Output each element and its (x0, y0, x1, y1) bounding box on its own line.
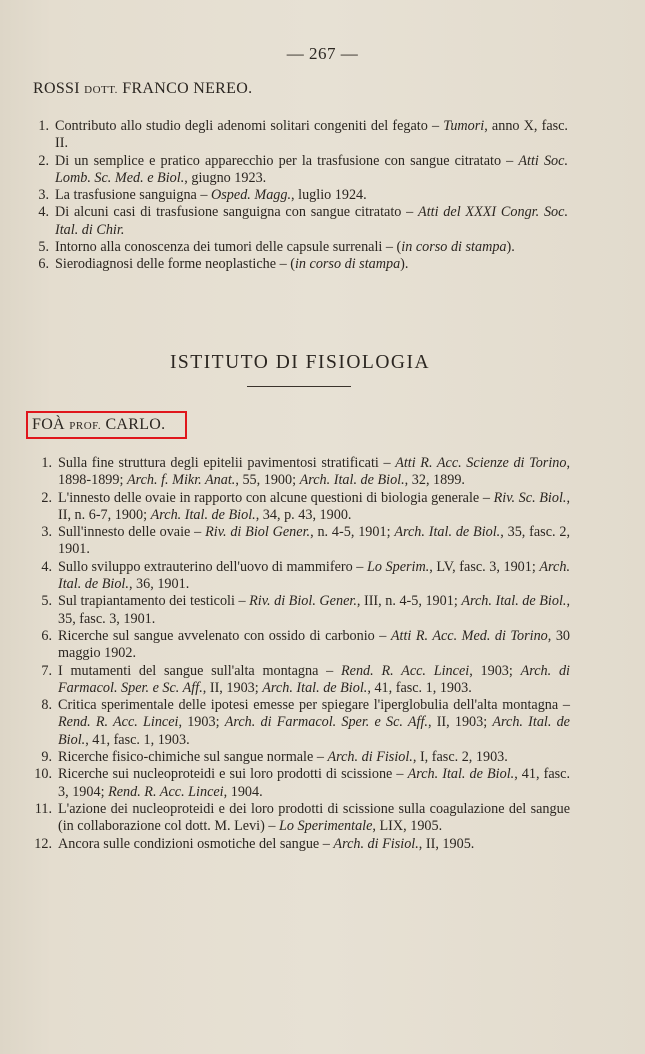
item-text-italic: Arch. Ital. de Biol. (394, 524, 501, 541)
item-text-plain: L'azione dei nucleoproteidi e dei loro prodotti di scissione sulla coagulazione del sangue (in collaborazione col dott. M. Levi) – (58, 800, 570, 835)
item-text-plain: ). (400, 256, 409, 273)
item-text-plain: , 34, p. 43, 1900. (255, 506, 352, 523)
item-text-plain: , 1904. (223, 783, 263, 800)
item-text (58, 663, 570, 698)
item-text-italic: Arch. di Fisiol. (333, 835, 419, 852)
item-text-italic: Atti R. Acc. Med. di Torino (390, 627, 548, 644)
author-title: DOTT. (84, 84, 118, 96)
item-text-plain: , 55, 1900; (235, 472, 300, 489)
item-text-italic: Arch. Ital. de Biol. (407, 766, 515, 783)
item-text-plain: Ancora sulle condizioni osmotiche del sangue – (58, 835, 334, 852)
item-text-plain: Intorno alla conoscenza dei tumori delle capsule surrenali – ( (55, 239, 402, 256)
item-text-plain: Ricerche sul sangue avvelenato con ossido di carbonio – (58, 627, 391, 644)
item-number: 1. (41, 455, 52, 471)
item-text-plain: , I, fasc. 2, 1903. (412, 749, 508, 766)
item-text (58, 766, 570, 801)
item-number: 3. (38, 187, 49, 204)
item-number: 10. (34, 766, 52, 783)
item-number: 3. (41, 524, 52, 541)
item-text-plain: Sull'innesto delle ovaie – (58, 524, 206, 541)
item-text-italic: Riv. Sc. Biol. (493, 489, 567, 506)
item-number: 1. (38, 118, 49, 134)
item-text-plain: Critica sperimentale delle ipotesi emesse per spiegare l'iperglobulia dell'alta montagna – (58, 697, 570, 714)
item-text-italic: Tumori (443, 118, 485, 134)
item-text-plain: , II, 1903; (427, 714, 493, 731)
item-number: 12. (34, 835, 52, 852)
item-text-plain: , II, 1903; (202, 679, 263, 696)
item-text-plain: , 32, 1899. (404, 472, 465, 489)
item-text-italic: Lo Sperimentale (279, 818, 373, 835)
item-text-italic: Riv. di Biol. Gener. (249, 593, 357, 610)
item-text (58, 697, 570, 749)
list-item (30, 766, 570, 801)
item-text-plain: , 36, 1901. (128, 576, 190, 593)
item-text-plain: La trasfusione sanguigna – (55, 187, 212, 204)
item-text-plain: L'innesto delle ovaie in rapporto con alcune questioni di biologia generale – (58, 489, 494, 506)
item-text-italic: Arch. Ital. de Biol. (299, 472, 405, 489)
item-text (55, 239, 568, 256)
list-item (33, 153, 568, 188)
item-text-italic: Arch. di Fisiol. (327, 749, 413, 766)
item-text-plain: Ricerche sui nucleoproteidi e sui loro prodotti di scissione – (58, 766, 408, 783)
item-text (55, 256, 568, 273)
author-title: PROF. (69, 420, 102, 432)
item-text-plain: , 41, fasc. 3, 1904; (58, 766, 570, 800)
item-text-italic: Rend. R. Acc. Lincei (58, 714, 179, 731)
item-number: 5. (38, 239, 49, 256)
item-text-plain: Sierodiagnosi delle forme neoplastiche – ( (55, 256, 295, 273)
item-text (58, 628, 570, 663)
list-item (30, 593, 570, 628)
list-item (33, 204, 568, 239)
item-number: 9. (41, 749, 52, 766)
item-text (58, 749, 570, 766)
item-number: 8. (41, 697, 52, 714)
item-text (55, 187, 568, 204)
item-text-italic: Atti Soc. Lomb. Sc. Med. e Biol. (55, 152, 568, 186)
item-text-plain: ). (506, 239, 515, 256)
item-text-italic: Arch. Ital. de Biol. (58, 558, 570, 593)
author-surname: ROSSI (33, 80, 80, 97)
list-item (30, 836, 570, 853)
item-text-italic: Lo Sperim. (366, 558, 430, 575)
item-number: 4. (38, 204, 49, 221)
section-divider (247, 386, 351, 387)
list-item (30, 559, 570, 594)
page-number: — 267 — (286, 44, 359, 63)
author-surname: FOÀ (32, 416, 65, 433)
item-text (58, 490, 570, 525)
item-text-italic: in corso di stampa (294, 256, 401, 273)
item-text-italic: Atti del XXXI Congr. Soc. Ital. di Chir. (55, 204, 568, 238)
item-text-plain: Di alcuni casi di trasfusione sanguigna con sangue citratato – (55, 204, 419, 221)
item-text (58, 593, 570, 628)
item-text-plain: Ricerche fisico-chimiche sul sangue normale – (58, 749, 328, 766)
list-item (30, 455, 570, 490)
item-text (55, 118, 568, 153)
list-item (30, 663, 570, 698)
item-text-plain: , luglio 1924. (291, 187, 367, 204)
list-item (30, 628, 570, 663)
item-text-italic: Atti R. Acc. Scienze di Torino (395, 455, 567, 471)
item-text-italic: Osped. Magg. (211, 187, 292, 204)
item-number: 11. (34, 800, 52, 817)
item-text-plain: , LV, fasc. 3, 1901; (429, 558, 540, 575)
item-text (58, 836, 570, 853)
list-item (33, 256, 568, 273)
item-text-plain: Sullo sviluppo extrauterino dell'uovo di mammifero – (58, 558, 367, 575)
section-title: ISTITUTO DI FISIOLOGIA (169, 352, 431, 373)
item-text-plain: , 1903; (178, 714, 225, 731)
list-item (30, 490, 570, 525)
item-text-plain: , 30 maggio 1902. (58, 627, 571, 662)
item-text-plain: , giugno 1923. (184, 169, 267, 186)
item-text-plain: Sul trapiantamento dei testicoli – (58, 593, 250, 610)
item-number: 6. (38, 256, 49, 273)
item-text-plain: , 1898-1899; (58, 455, 570, 489)
item-text-plain: Di un semplice e pratico apparecchio per la trasfusione con sangue citratato – (55, 152, 519, 169)
list-item (33, 239, 568, 256)
list-item (30, 697, 570, 749)
item-text-plain: , anno X, fasc. II. (55, 118, 568, 152)
item-text-plain: I mutamenti del sangue sull'alta montagna – (58, 662, 341, 679)
list-item (30, 749, 570, 766)
author-given-names: CARLO. (105, 416, 166, 433)
item-text (55, 153, 568, 188)
item-text (58, 801, 570, 836)
item-number: 4. (41, 558, 52, 575)
item-number: 7. (41, 662, 52, 679)
item-text-plain: , LIX, 1905. (372, 818, 443, 835)
list-item (33, 187, 568, 204)
item-text-italic: in corso di stampa (401, 239, 507, 256)
item-text-plain: , III, n. 4-5, 1901; (356, 593, 462, 610)
list-item (33, 118, 568, 153)
publication-list-rossi (33, 118, 568, 274)
list-item (30, 524, 570, 559)
item-text-plain: , n. 4-5, 1901; (310, 524, 395, 541)
item-text-plain: , 35, fasc. 3, 1901. (58, 593, 570, 627)
author-given-names: FRANCO NEREO. (122, 80, 253, 97)
item-text-italic: Arch. f. Mikr. Anat. (126, 472, 236, 489)
item-text-italic: Arch. di Farmacol. Sper. e Sc. Aff. (58, 662, 570, 696)
item-text-italic: Arch. Ital. de Biol. (461, 593, 567, 610)
list-item (30, 801, 570, 836)
item-text-plain: , 41, fasc. 1, 1903. (85, 731, 190, 748)
item-text-italic: Rend. R. Acc. Lincei (341, 662, 470, 679)
item-text-plain: , 1903; (469, 662, 521, 679)
item-number: 5. (41, 593, 52, 610)
item-number: 2. (41, 489, 52, 506)
item-text-italic: Arch. Ital. de Biol. (150, 506, 256, 523)
item-text-italic: Rend. R. Acc. Lincei (108, 783, 224, 800)
item-text-plain: , II, 1905. (418, 835, 475, 852)
author-heading-foa (32, 416, 165, 434)
item-text-plain: , 35, fasc. 2, 1901. (58, 524, 571, 558)
item-text-plain: Sulla fine struttura degli epitelii pavimentosi stratificati – (58, 455, 396, 471)
author-heading-rossi (33, 80, 252, 98)
item-text (58, 455, 570, 490)
item-number: 2. (38, 152, 49, 169)
item-text (55, 204, 568, 239)
item-text (58, 524, 570, 559)
item-text-plain: Contributo allo studio degli adenomi solitari congeniti del fegato – (55, 118, 444, 134)
item-number: 6. (41, 627, 52, 644)
publication-list-foa (30, 455, 570, 853)
item-text-plain: , 41, fasc. 1, 1903. (367, 679, 472, 696)
item-text-italic: Riv. di Biol Gener. (205, 524, 311, 541)
item-text-italic: Arch. Ital. de Biol. (262, 679, 368, 696)
item-text-italic: Arch. di Farmacol. Sper. e Sc. Aff. (224, 714, 428, 731)
item-text-italic: Arch. Ital. de Biol. (58, 714, 570, 748)
item-text (58, 559, 570, 594)
item-text-plain: , II, n. 6-7, 1900; (58, 489, 571, 523)
